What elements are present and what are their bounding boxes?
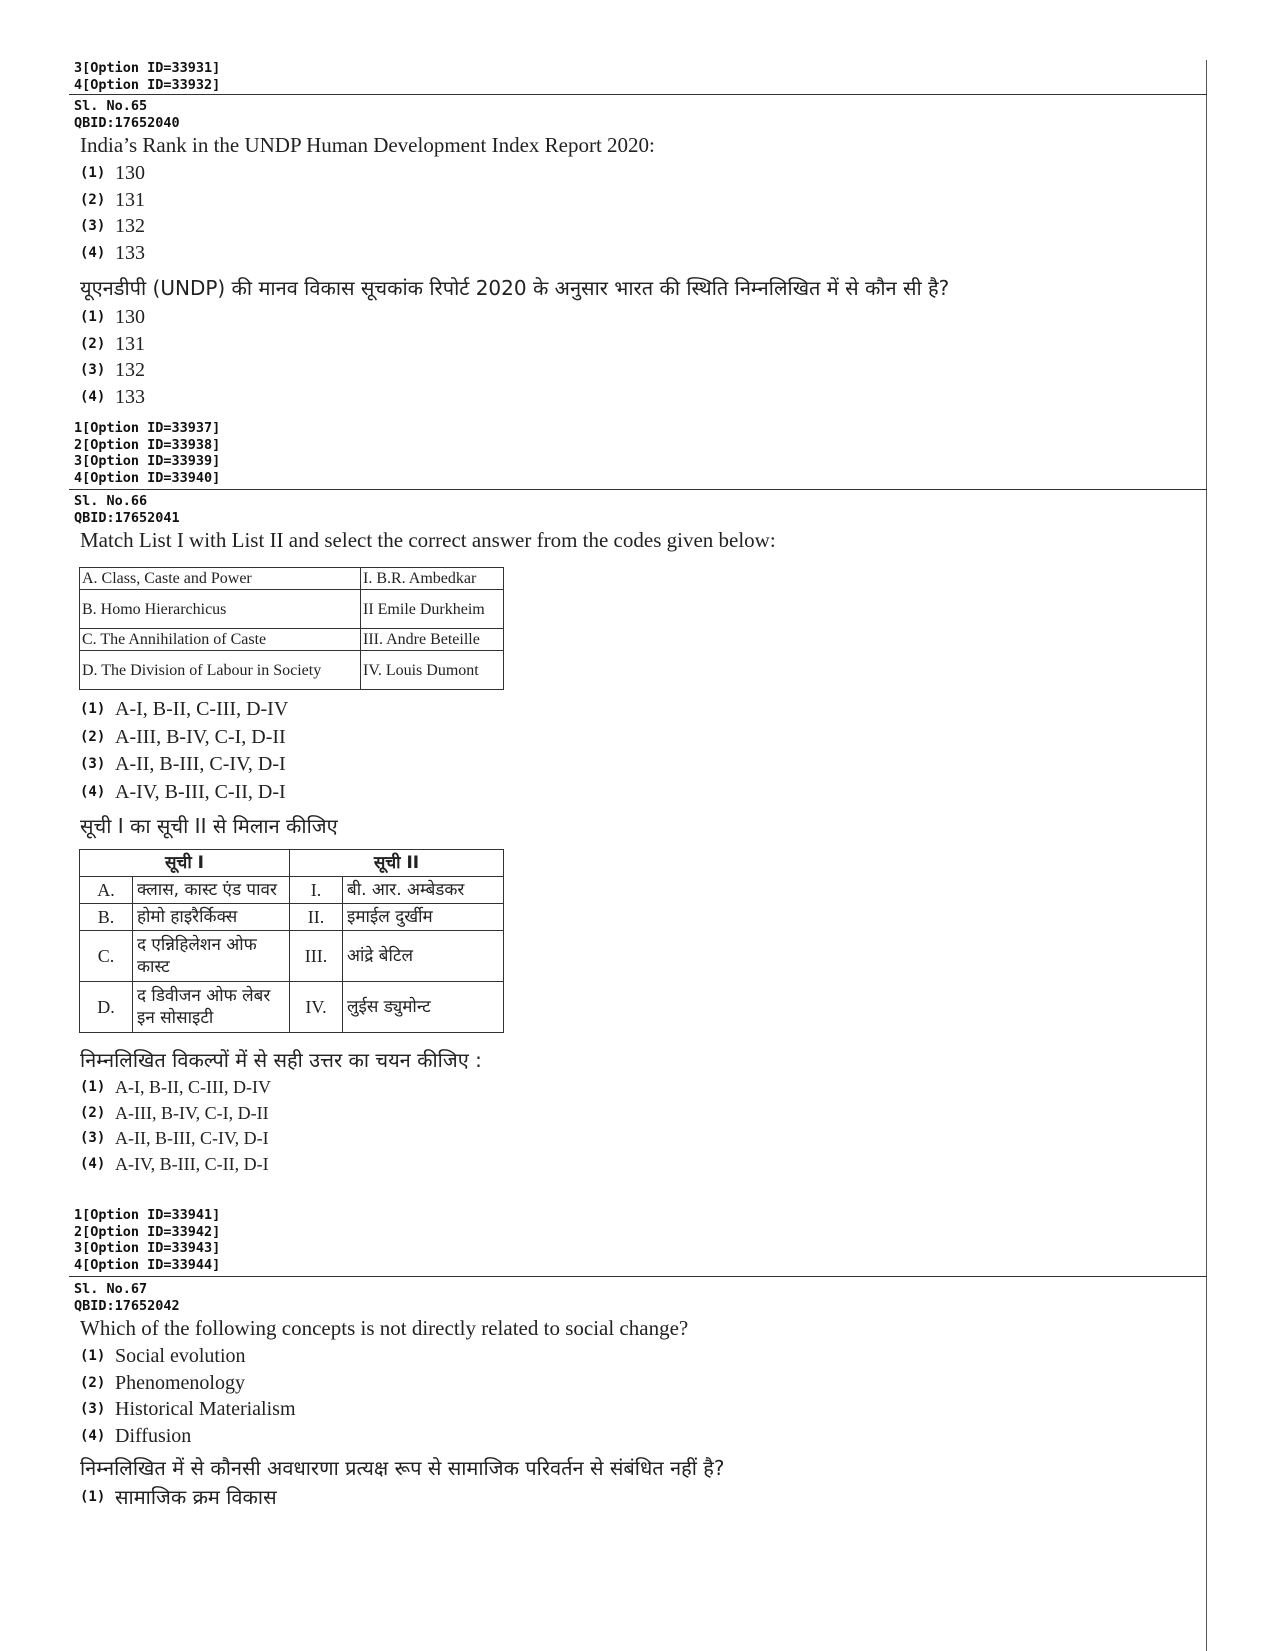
option-item: (1) A-I, B-II, C-III, D-IV	[80, 1077, 271, 1097]
option-item: (4) A-IV, B-III, C-II, D-I	[80, 1153, 269, 1174]
instruction-text-hi: निम्नलिखित विकल्पों में से सही उत्तर का चयन कीजिए :	[80, 1048, 482, 1072]
option-item: (4) 133	[80, 385, 145, 408]
table-row: D. The Division of Labour in Society IV. Louis Dumont	[80, 651, 504, 690]
question-67	[69, 1281, 1207, 1511]
question-text-en: Which of the following concepts is not directly related to social change?	[80, 1316, 689, 1340]
option-item: (1) 130	[80, 306, 145, 328]
serial-number: Sl. No.66	[74, 493, 148, 509]
option-item: (2) A-III, B-IV, C-I, D-II	[80, 725, 286, 748]
question-66	[69, 493, 1207, 1177]
option-item: (4) A-IV, B-III, C-II, D-I	[80, 780, 286, 803]
divider	[69, 1276, 1207, 1277]
option-item: (1) 130	[80, 162, 145, 184]
option-item: (3) 132	[80, 215, 145, 237]
question-text-hi: सूची I का सूची II से मिलान कीजिए	[80, 814, 338, 838]
option-item: (2) Phenomenology	[80, 1371, 245, 1394]
option-ids	[69, 420, 1207, 486]
option-item: (1) A-I, B-II, C-III, D-IV	[80, 698, 289, 720]
table-row: A. क्लास, कास्ट एंड पावर I. बी. आर. अम्बेडकर	[80, 877, 504, 904]
option-id: 3[Option ID=33939]	[74, 453, 221, 469]
option-item: (2) 131	[80, 332, 145, 355]
question-text-en: India’s Rank in the UNDP Human Development Index Report 2020:	[80, 133, 655, 157]
table-row: B. Homo Hierarchicus II Emile Durkheim	[80, 590, 504, 629]
question-text-en: Match List I with List II and select the correct answer from the codes given below:	[80, 528, 776, 552]
option-item: (3) Historical Materialism	[80, 1398, 296, 1420]
option-item: (4) Diffusion	[80, 1424, 192, 1447]
option-item: (3) A-II, B-III, C-IV, D-I	[80, 1128, 269, 1148]
option-id: 4[Option ID=33932]	[74, 76, 221, 93]
option-id: 2[Option ID=33938]	[74, 436, 221, 453]
qbid: QBID:17652042	[74, 1297, 180, 1314]
table-row: C. द एन्निहिलेशन ओफ कास्ट III. आंद्रे बेटिल	[80, 931, 504, 982]
option-item: (4) 133	[80, 241, 145, 264]
option-item: (2) 131	[80, 188, 145, 211]
divider	[69, 94, 1207, 95]
serial-number: Sl. No.67	[74, 1281, 148, 1297]
table-row: A. Class, Caste and Power I. B.R. Ambedkar	[80, 568, 504, 590]
match-table-en	[79, 567, 504, 690]
option-id: 3[Option ID=33943]	[74, 1240, 221, 1256]
table-row: D. द डिवीजन ओफ लेबर इन सोसाइटी IV. लुईस ड्युमोन्ट	[80, 982, 504, 1033]
option-id: 2[Option ID=33942]	[74, 1223, 221, 1240]
question-text-hi: यूएनडीपी (UNDP) की मानव विकास सूचकांक रिपोर्ट 2020 के अनुसार भारत की स्थिति निम्नलिखित में से कौन सी है?	[80, 276, 950, 300]
table-header-row: सूची I सूची II	[80, 850, 504, 877]
question-65	[69, 98, 1207, 410]
qbid: QBID:17652041	[74, 509, 180, 526]
option-id: 4[Option ID=33944]	[74, 1256, 221, 1273]
prev-option-ids	[69, 60, 1207, 93]
option-item: (2) A-III, B-IV, C-I, D-II	[80, 1102, 269, 1123]
question-text-hi: निम्नलिखित में से कौनसी अवधारणा प्रत्यक्ष रूप से सामाजिक परिवर्तन से संबंधित नहीं है?	[80, 1456, 725, 1480]
option-id: 4[Option ID=33940]	[74, 469, 221, 486]
option-item: (1) सामाजिक क्रम विकास	[80, 1485, 277, 1509]
option-id: 1[Option ID=33941]	[74, 1207, 221, 1223]
option-item: (3) A-II, B-III, C-IV, D-I	[80, 753, 286, 775]
divider	[69, 489, 1207, 490]
option-item: (1) Social evolution	[80, 1345, 246, 1367]
match-table-hi	[79, 849, 504, 1033]
qbid: QBID:17652040	[74, 114, 180, 131]
option-id: 3[Option ID=33931]	[74, 60, 221, 76]
option-item: (3) 132	[80, 359, 145, 381]
serial-number: Sl. No.65	[74, 98, 148, 114]
option-id: 1[Option ID=33937]	[74, 420, 221, 436]
table-row: C. The Annihilation of Caste III. Andre Beteille	[80, 629, 504, 651]
table-row: B. होमो हाइरैर्किक्स II. इमाईल दुर्खीम	[80, 904, 504, 931]
option-ids	[69, 1207, 1207, 1273]
